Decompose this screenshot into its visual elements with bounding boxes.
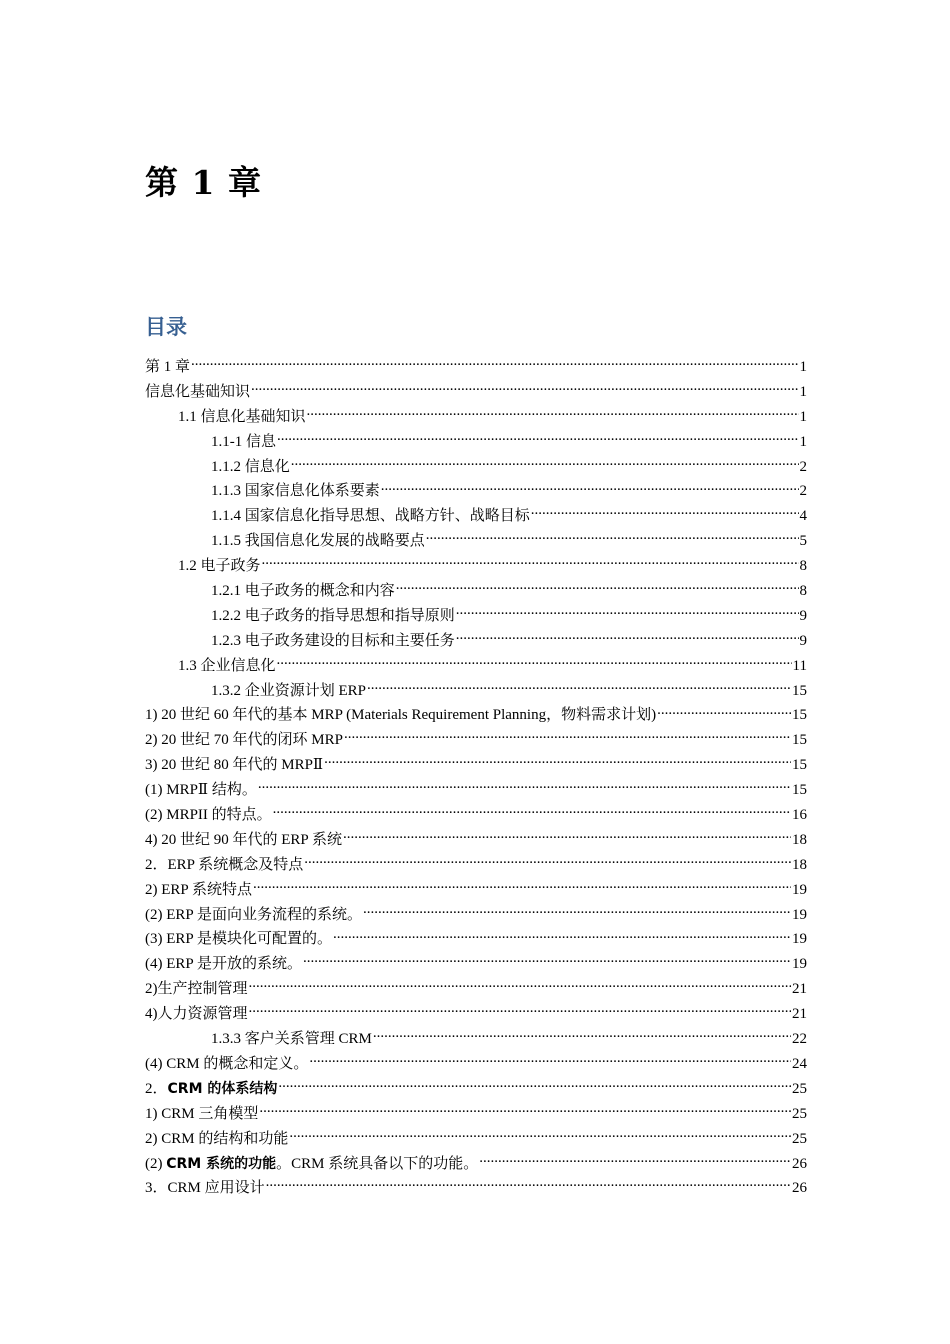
toc-dot-leader bbox=[262, 555, 799, 570]
toc-page-number: 8 bbox=[799, 583, 807, 600]
chapter-title: 第 1 章 bbox=[145, 163, 262, 202]
toc-entry-text: 2) 20 世纪 70 年代的闭环 MRP bbox=[145, 732, 343, 749]
toc-dot-leader bbox=[304, 854, 791, 869]
toc-page-number: 21 bbox=[792, 1006, 807, 1023]
toc-entry[interactable] bbox=[145, 977, 807, 1002]
toc-dot-leader bbox=[277, 431, 799, 446]
toc-entry-text: 第 1 章 bbox=[145, 359, 191, 375]
toc-dot-leader bbox=[531, 505, 799, 520]
toc-entry-text: 3．CRM 应用设计 bbox=[145, 1180, 265, 1197]
toc-entry-text: (4) CRM 的概念和定义。 bbox=[145, 1055, 309, 1072]
toc-entry[interactable] bbox=[145, 654, 807, 679]
toc-dot-leader bbox=[344, 729, 791, 744]
toc-entry[interactable] bbox=[145, 1027, 807, 1052]
toc-entry-text: 4) 20 世纪 90 年代的 ERP 系统 bbox=[145, 831, 342, 848]
toc-entry[interactable] bbox=[145, 952, 807, 977]
toc-entry-text: (4) ERP 是开放的系统。 bbox=[145, 956, 302, 973]
toc-entry[interactable] bbox=[145, 728, 807, 753]
toc-entry-suffix: 。CRM 系统具备以下的功能。 bbox=[276, 1155, 479, 1172]
toc-entry-text: 2) ERP 系统特点 bbox=[145, 881, 252, 898]
toc-page-number: 8 bbox=[799, 558, 807, 575]
toc-dot-leader bbox=[249, 1003, 792, 1018]
toc-entry[interactable] bbox=[145, 629, 807, 654]
toc-dot-leader bbox=[191, 356, 798, 371]
toc-page-number: 15 bbox=[792, 782, 807, 799]
toc-entry-text: (2) ERP 是面向业务流程的系统。 bbox=[145, 906, 362, 923]
toc-dot-leader bbox=[307, 406, 799, 421]
toc-entry[interactable] bbox=[145, 1102, 807, 1127]
toc-dot-leader bbox=[426, 530, 799, 545]
toc-entry[interactable] bbox=[145, 903, 807, 928]
toc-entry[interactable] bbox=[145, 479, 807, 504]
toc-page-number: 1 bbox=[799, 359, 807, 375]
toc-page-number: 15 bbox=[792, 682, 807, 699]
toc-dot-leader bbox=[249, 978, 792, 993]
toc-entry[interactable] bbox=[145, 579, 807, 604]
toc-entry-prefix: (2) bbox=[145, 1155, 167, 1172]
toc-entry-text: 1.3.3 客户关系管理 CRM bbox=[211, 1031, 372, 1048]
toc-entry[interactable] bbox=[145, 355, 807, 380]
toc-page-number: 19 bbox=[792, 931, 807, 948]
toc-entry-text: 1.3.2 企业资源计划 ERP bbox=[211, 682, 367, 699]
toc-dot-leader bbox=[456, 630, 799, 645]
toc-entry-text: 信息化基础知识 bbox=[145, 383, 251, 400]
toc-dot-leader bbox=[479, 1153, 791, 1168]
toc-entry[interactable] bbox=[145, 878, 807, 903]
toc-page-number: 16 bbox=[792, 807, 807, 824]
toc-entry-text: 2．ERP 系统概念及特点 bbox=[145, 856, 304, 873]
toc-entry[interactable] bbox=[145, 703, 807, 728]
toc-page-number: 26 bbox=[792, 1180, 807, 1197]
toc-dot-leader bbox=[251, 381, 798, 396]
toc-page-number: 19 bbox=[792, 906, 807, 923]
toc-entry-text: 2)生产控制管理 bbox=[145, 981, 248, 998]
toc-entry[interactable] bbox=[145, 803, 807, 828]
toc-entry[interactable] bbox=[145, 1127, 807, 1152]
toc-dot-leader bbox=[258, 779, 791, 794]
toc-page-number: 21 bbox=[792, 981, 807, 998]
toc-page-number: 25 bbox=[792, 1105, 807, 1122]
table-of-contents bbox=[145, 355, 807, 1201]
toc-dot-leader bbox=[367, 680, 791, 695]
toc-page-number: 1 bbox=[799, 408, 807, 425]
toc-page-number: 19 bbox=[792, 956, 807, 973]
toc-entry[interactable] bbox=[145, 455, 807, 480]
toc-page-number: 9 bbox=[799, 632, 807, 649]
toc-page-number: 15 bbox=[792, 732, 807, 749]
toc-dot-leader bbox=[309, 1053, 791, 1068]
toc-dot-leader bbox=[278, 1078, 791, 1093]
toc-page-number: 1 bbox=[799, 383, 807, 400]
toc-entry-text: 1.1-1 信息 bbox=[211, 433, 276, 450]
toc-dot-leader bbox=[363, 904, 791, 919]
toc-page-number: 15 bbox=[792, 757, 807, 774]
toc-page-number: 9 bbox=[799, 607, 807, 624]
toc-entry-text: 1.1 信息化基础知识 bbox=[178, 408, 306, 425]
toc-entry[interactable] bbox=[145, 380, 807, 405]
toc-page-number: 24 bbox=[792, 1055, 807, 1072]
toc-dot-leader bbox=[266, 1177, 791, 1192]
toc-heading: 目录 bbox=[145, 315, 187, 339]
toc-entry-text: 1.2.2 电子政务的指导思想和指导原则 bbox=[211, 607, 455, 624]
toc-dot-leader bbox=[303, 953, 791, 968]
toc-entry[interactable] bbox=[145, 927, 807, 952]
toc-entry-text: (1) MRPⅡ 结构。 bbox=[145, 782, 257, 799]
toc-entry-text: 1.2.1 电子政务的概念和内容 bbox=[211, 583, 395, 600]
toc-entry-text bbox=[145, 1152, 478, 1177]
toc-dot-leader bbox=[657, 704, 791, 719]
toc-entry-prefix: 2． bbox=[145, 1080, 168, 1097]
toc-entry[interactable] bbox=[145, 430, 807, 455]
toc-dot-leader bbox=[381, 480, 799, 495]
toc-entry-text: 1.1.3 国家信息化体系要素 bbox=[211, 483, 380, 500]
toc-entry-text: (3) ERP 是模块化可配置的。 bbox=[145, 931, 332, 948]
toc-dot-leader bbox=[259, 1103, 791, 1118]
toc-page-number: 5 bbox=[799, 533, 807, 550]
toc-page-number: 2 bbox=[799, 483, 807, 500]
toc-dot-leader bbox=[277, 655, 792, 670]
toc-entry[interactable] bbox=[145, 1077, 807, 1102]
toc-entry-text: (2) MRPII 的特点。 bbox=[145, 807, 272, 824]
toc-page-number: 15 bbox=[792, 707, 807, 724]
toc-entry-text bbox=[145, 1077, 277, 1102]
toc-entry[interactable] bbox=[145, 554, 807, 579]
toc-entry-text: 1) CRM 三角模型 bbox=[145, 1105, 259, 1122]
toc-entry-text: 1.2 电子政务 bbox=[178, 558, 261, 575]
toc-dot-leader bbox=[289, 1128, 791, 1143]
toc-entry[interactable] bbox=[145, 828, 807, 853]
toc-entry[interactable] bbox=[145, 753, 807, 778]
toc-entry-bold-text: CRM 的体系结构 bbox=[167, 1080, 278, 1097]
toc-entry-text: 1) 20 世纪 60 年代的基本 MRP (Materials Requirement Planning，物料需求计划) bbox=[145, 707, 657, 724]
toc-page-number: 11 bbox=[792, 657, 807, 674]
toc-page-number: 18 bbox=[792, 831, 807, 848]
toc-dot-leader bbox=[456, 605, 799, 620]
toc-page-number: 2 bbox=[799, 458, 807, 475]
toc-entry[interactable] bbox=[145, 1002, 807, 1027]
toc-page-number: 4 bbox=[799, 508, 807, 525]
toc-entry[interactable] bbox=[145, 604, 807, 629]
toc-dot-leader bbox=[253, 879, 791, 894]
toc-dot-leader bbox=[396, 580, 799, 595]
toc-entry-text: 1.1.2 信息化 bbox=[211, 458, 290, 475]
toc-entry-text: 1.2.3 电子政务建设的目标和主要任务 bbox=[211, 632, 455, 649]
toc-dot-leader bbox=[343, 829, 791, 844]
toc-page-number: 19 bbox=[792, 881, 807, 898]
toc-entry[interactable] bbox=[145, 1176, 807, 1201]
toc-page-number: 22 bbox=[792, 1031, 807, 1048]
toc-entry-text: 1.1.5 我国信息化发展的战略要点 bbox=[211, 533, 425, 550]
toc-entry[interactable] bbox=[145, 504, 807, 529]
toc-entry[interactable] bbox=[145, 1052, 807, 1077]
toc-entry[interactable] bbox=[145, 778, 807, 803]
toc-entry[interactable] bbox=[145, 853, 807, 878]
toc-entry[interactable] bbox=[145, 405, 807, 430]
toc-dot-leader bbox=[291, 456, 799, 471]
toc-dot-leader bbox=[373, 1028, 791, 1043]
toc-entry[interactable] bbox=[145, 529, 807, 554]
toc-entry-bold-text: CRM 系统的功能 bbox=[166, 1155, 277, 1172]
toc-entry-text: 4)人力资源管理 bbox=[145, 1006, 248, 1023]
toc-entry[interactable] bbox=[145, 1152, 807, 1177]
toc-entry-text: 1.1.4 国家信息化指导思想、战略方针、战略目标 bbox=[211, 508, 530, 525]
toc-dot-leader bbox=[273, 804, 791, 819]
toc-entry[interactable] bbox=[145, 679, 807, 704]
toc-entry-text: 2) CRM 的结构和功能 bbox=[145, 1130, 289, 1147]
toc-page-number: 25 bbox=[792, 1080, 807, 1097]
toc-dot-leader bbox=[324, 754, 791, 769]
toc-dot-leader bbox=[333, 928, 791, 943]
toc-page-number: 25 bbox=[792, 1130, 807, 1147]
toc-page-number: 26 bbox=[792, 1155, 807, 1172]
toc-page-number: 18 bbox=[792, 856, 807, 873]
toc-page-number: 1 bbox=[799, 433, 807, 450]
toc-entry-text: 1.3 企业信息化 bbox=[178, 657, 276, 674]
toc-entry-text: 3) 20 世纪 80 年代的 MRPⅡ bbox=[145, 757, 324, 774]
